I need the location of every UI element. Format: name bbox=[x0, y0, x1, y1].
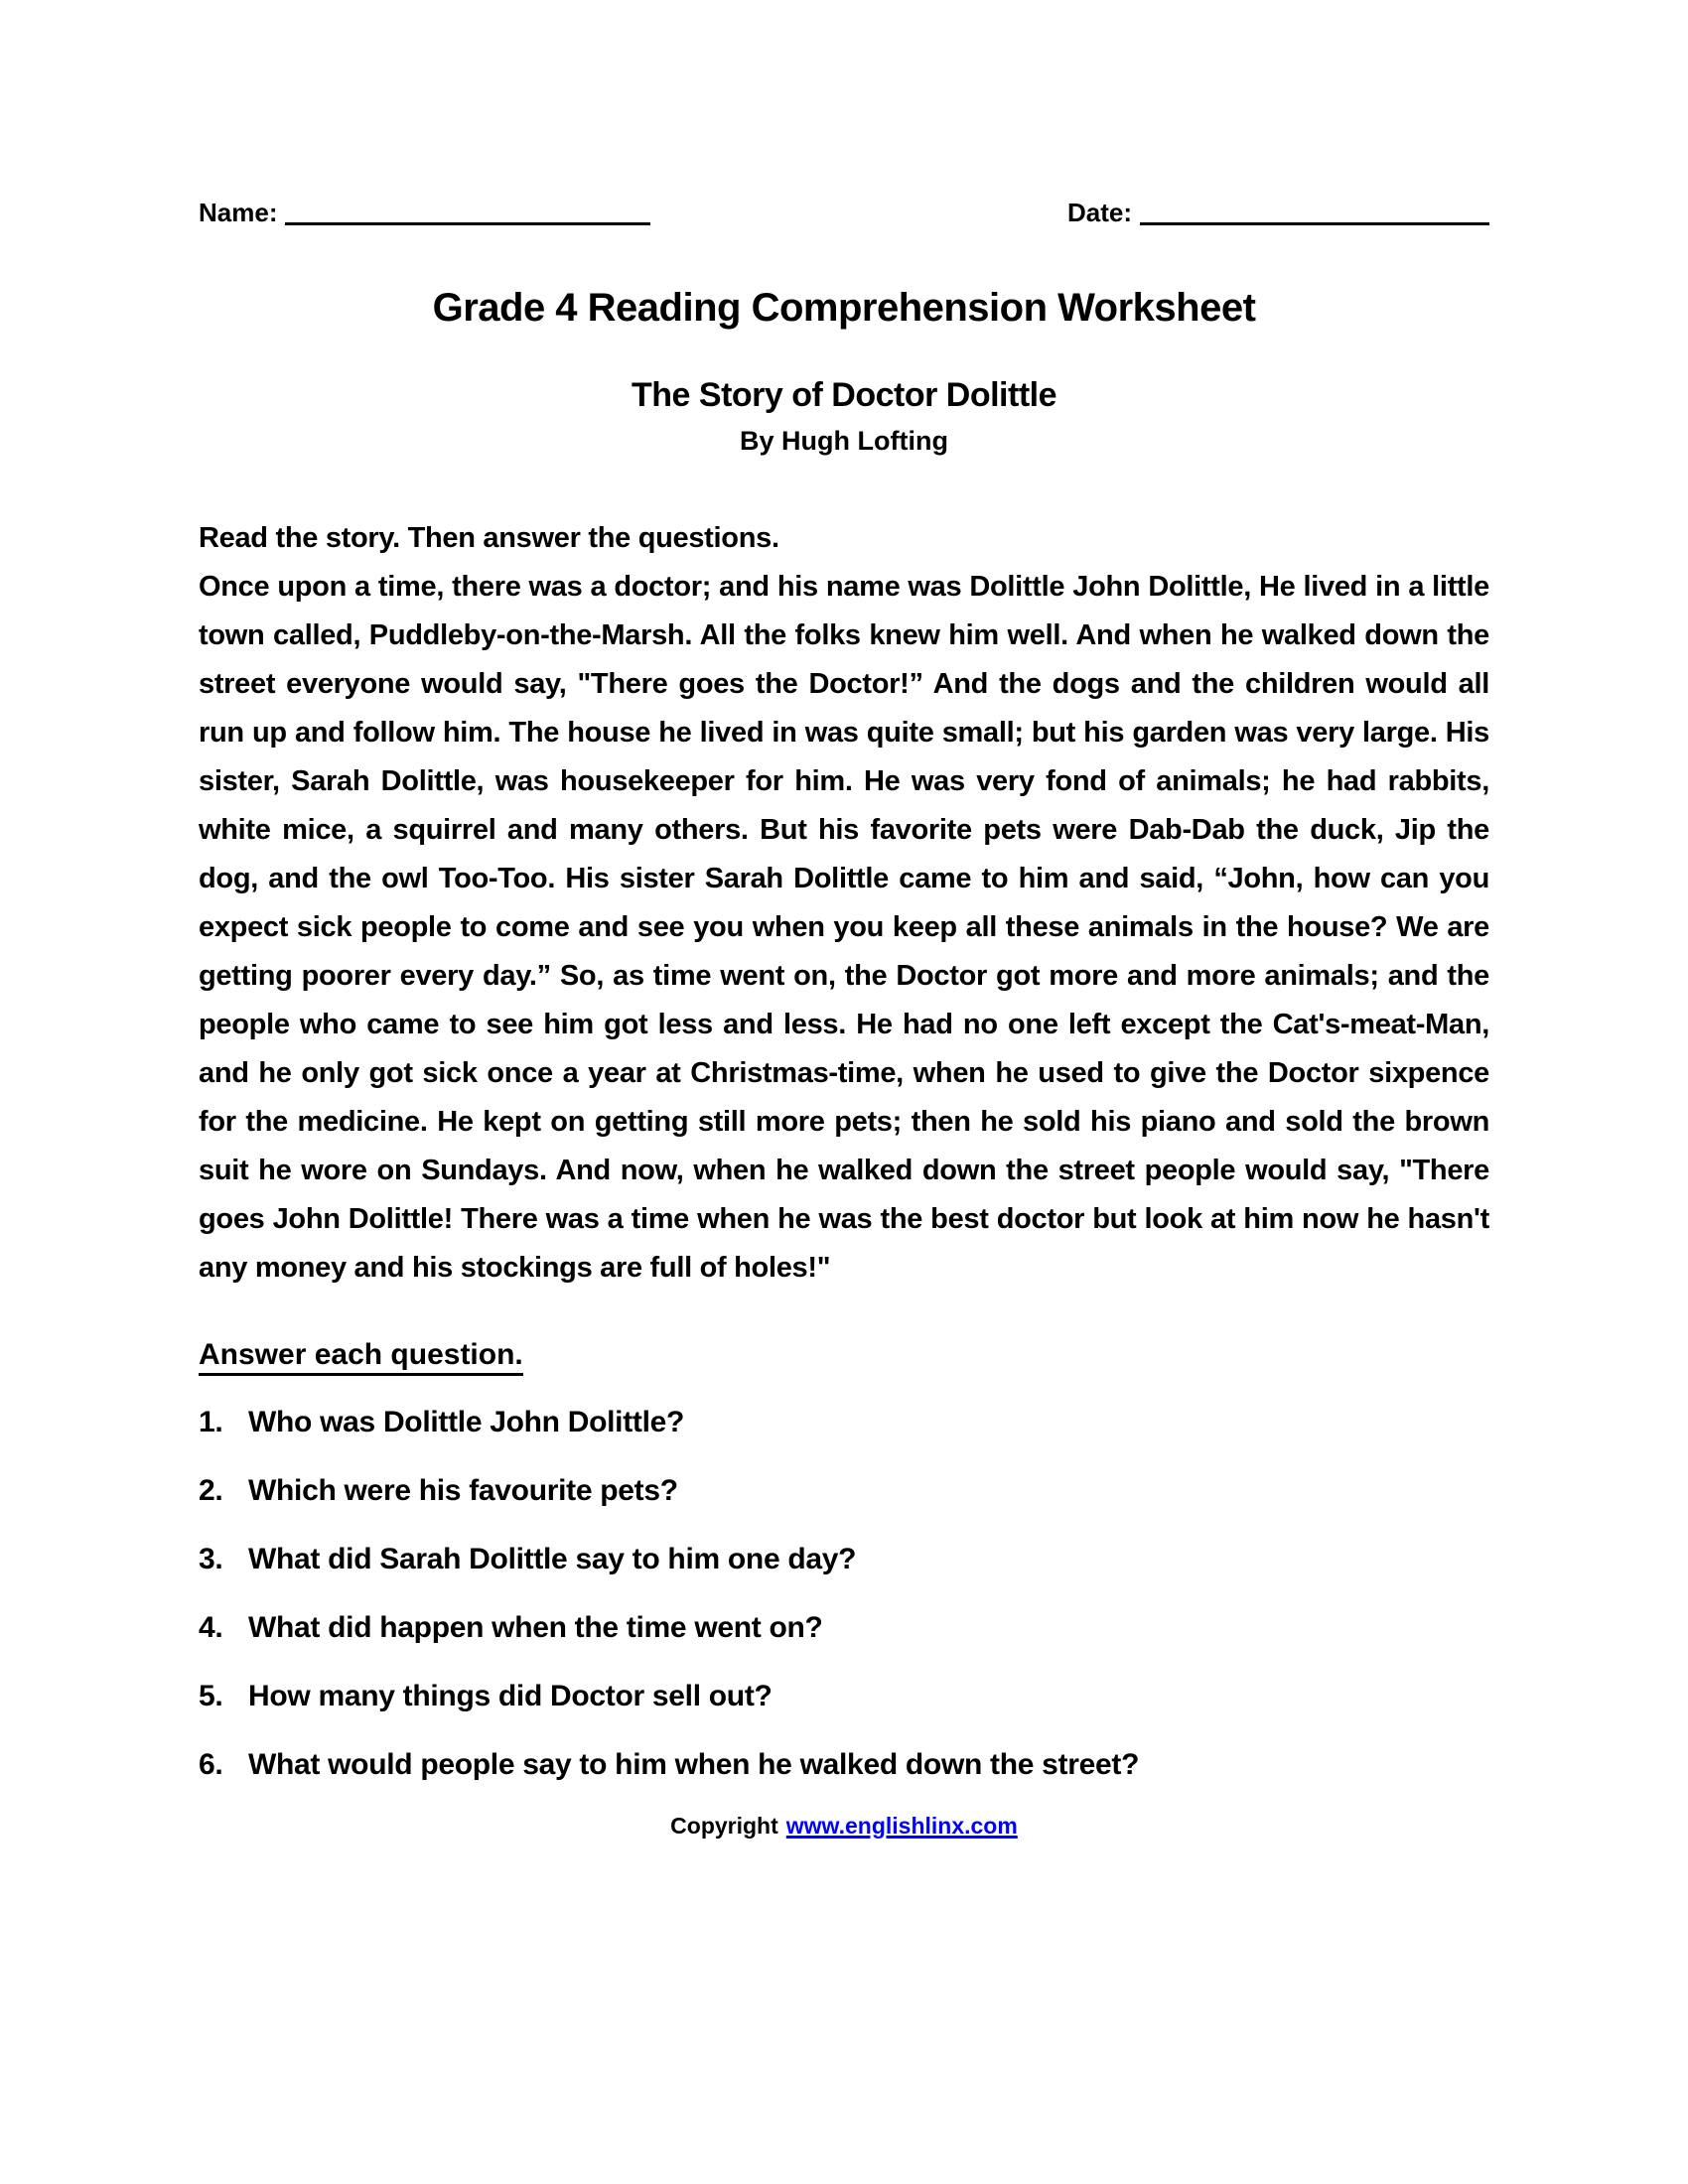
story-byline: By Hugh Lofting bbox=[740, 426, 948, 456]
question-number: 6. bbox=[199, 1748, 223, 1781]
question-text: Which were his favourite pets? bbox=[248, 1474, 678, 1507]
question-text: Who was Dolittle John Dolittle? bbox=[248, 1406, 685, 1438]
story-text: Once upon a time, there was a doctor; and his name was Dolittle John Dolittle, He lived in a little town called, Puddleby-on-the-Marsh. All the folks knew him well. And when he walked down the street everyone would say, "There goes the Doctor!” And the dogs and the children would all run up and follow him. The house he lived in was quite small; but his garden was very large. His sister, Sarah Dolittle, was housekeeper for him. He was very fond of animals; he had rabbits, white mice, a squirrel and many others. But his favorite pets were Dab-Dab the duck, Jip the dog, and the owl Too-Too. His sister Sarah Dolittle came to him and said, “John, how can you expect sick people to come and see you when you keep all these animals in the house? We are getting poorer every day.” So, as time went on, the Doctor got more and more animals; and the people who came to see him got less and less. He had no one left except the Cat's-meat-Man, and he only got sick once a year at Christmas-time, when he used to give the Doctor sixpence for the medicine. He kept on getting still more pets; then he sold his piano and sold the brown suit he wore on Sundays. And now, when he walked down the street people would say, "There goes John Dolittle! There was a time when he was the best doctor but look at him now he hasn't any money and his stockings are full of holes!" bbox=[199, 571, 1489, 1284]
question-number: 3. bbox=[199, 1543, 223, 1575]
question-text: What would people say to him when he walked down the street? bbox=[248, 1748, 1140, 1781]
date-blank-line[interactable] bbox=[1140, 193, 1489, 225]
name-field bbox=[199, 189, 650, 232]
footer bbox=[199, 1810, 1489, 1842]
date-field bbox=[1067, 189, 1489, 232]
copyright-link[interactable]: www.englishlinx.com bbox=[785, 1813, 1018, 1839]
question-number: 2. bbox=[199, 1474, 223, 1507]
question-number: 5. bbox=[199, 1680, 223, 1712]
question-number: 4. bbox=[199, 1611, 223, 1644]
question-item-5 bbox=[199, 1673, 1489, 1720]
story-title: The Story of Doctor Dolittle bbox=[632, 376, 1056, 414]
questions-header: Answer each question. bbox=[199, 1330, 1489, 1379]
name-date-row bbox=[199, 0, 1489, 232]
question-item-4 bbox=[199, 1604, 1489, 1652]
question-item-3 bbox=[199, 1536, 1489, 1583]
question-text: How many things did Doctor sell out? bbox=[248, 1680, 773, 1712]
page-title: Grade 4 Reading Comprehension Worksheet bbox=[432, 286, 1256, 330]
date-label: Date: bbox=[1066, 198, 1132, 227]
name-label: Name: bbox=[199, 198, 278, 227]
copyright-label: Copyright bbox=[670, 1813, 778, 1839]
question-item-2 bbox=[199, 1467, 1489, 1515]
questions-list bbox=[199, 1399, 1489, 1789]
question-text: What did Sarah Dolittle say to him one day? bbox=[248, 1543, 857, 1575]
question-text: What did happen when the time went on? bbox=[248, 1611, 823, 1644]
name-blank-line[interactable] bbox=[285, 193, 650, 225]
question-item-1 bbox=[199, 1399, 1489, 1446]
question-item-6 bbox=[199, 1741, 1489, 1789]
question-number: 1. bbox=[199, 1406, 223, 1438]
instruction-text: Read the story. Then answer the questions. bbox=[199, 522, 779, 554]
